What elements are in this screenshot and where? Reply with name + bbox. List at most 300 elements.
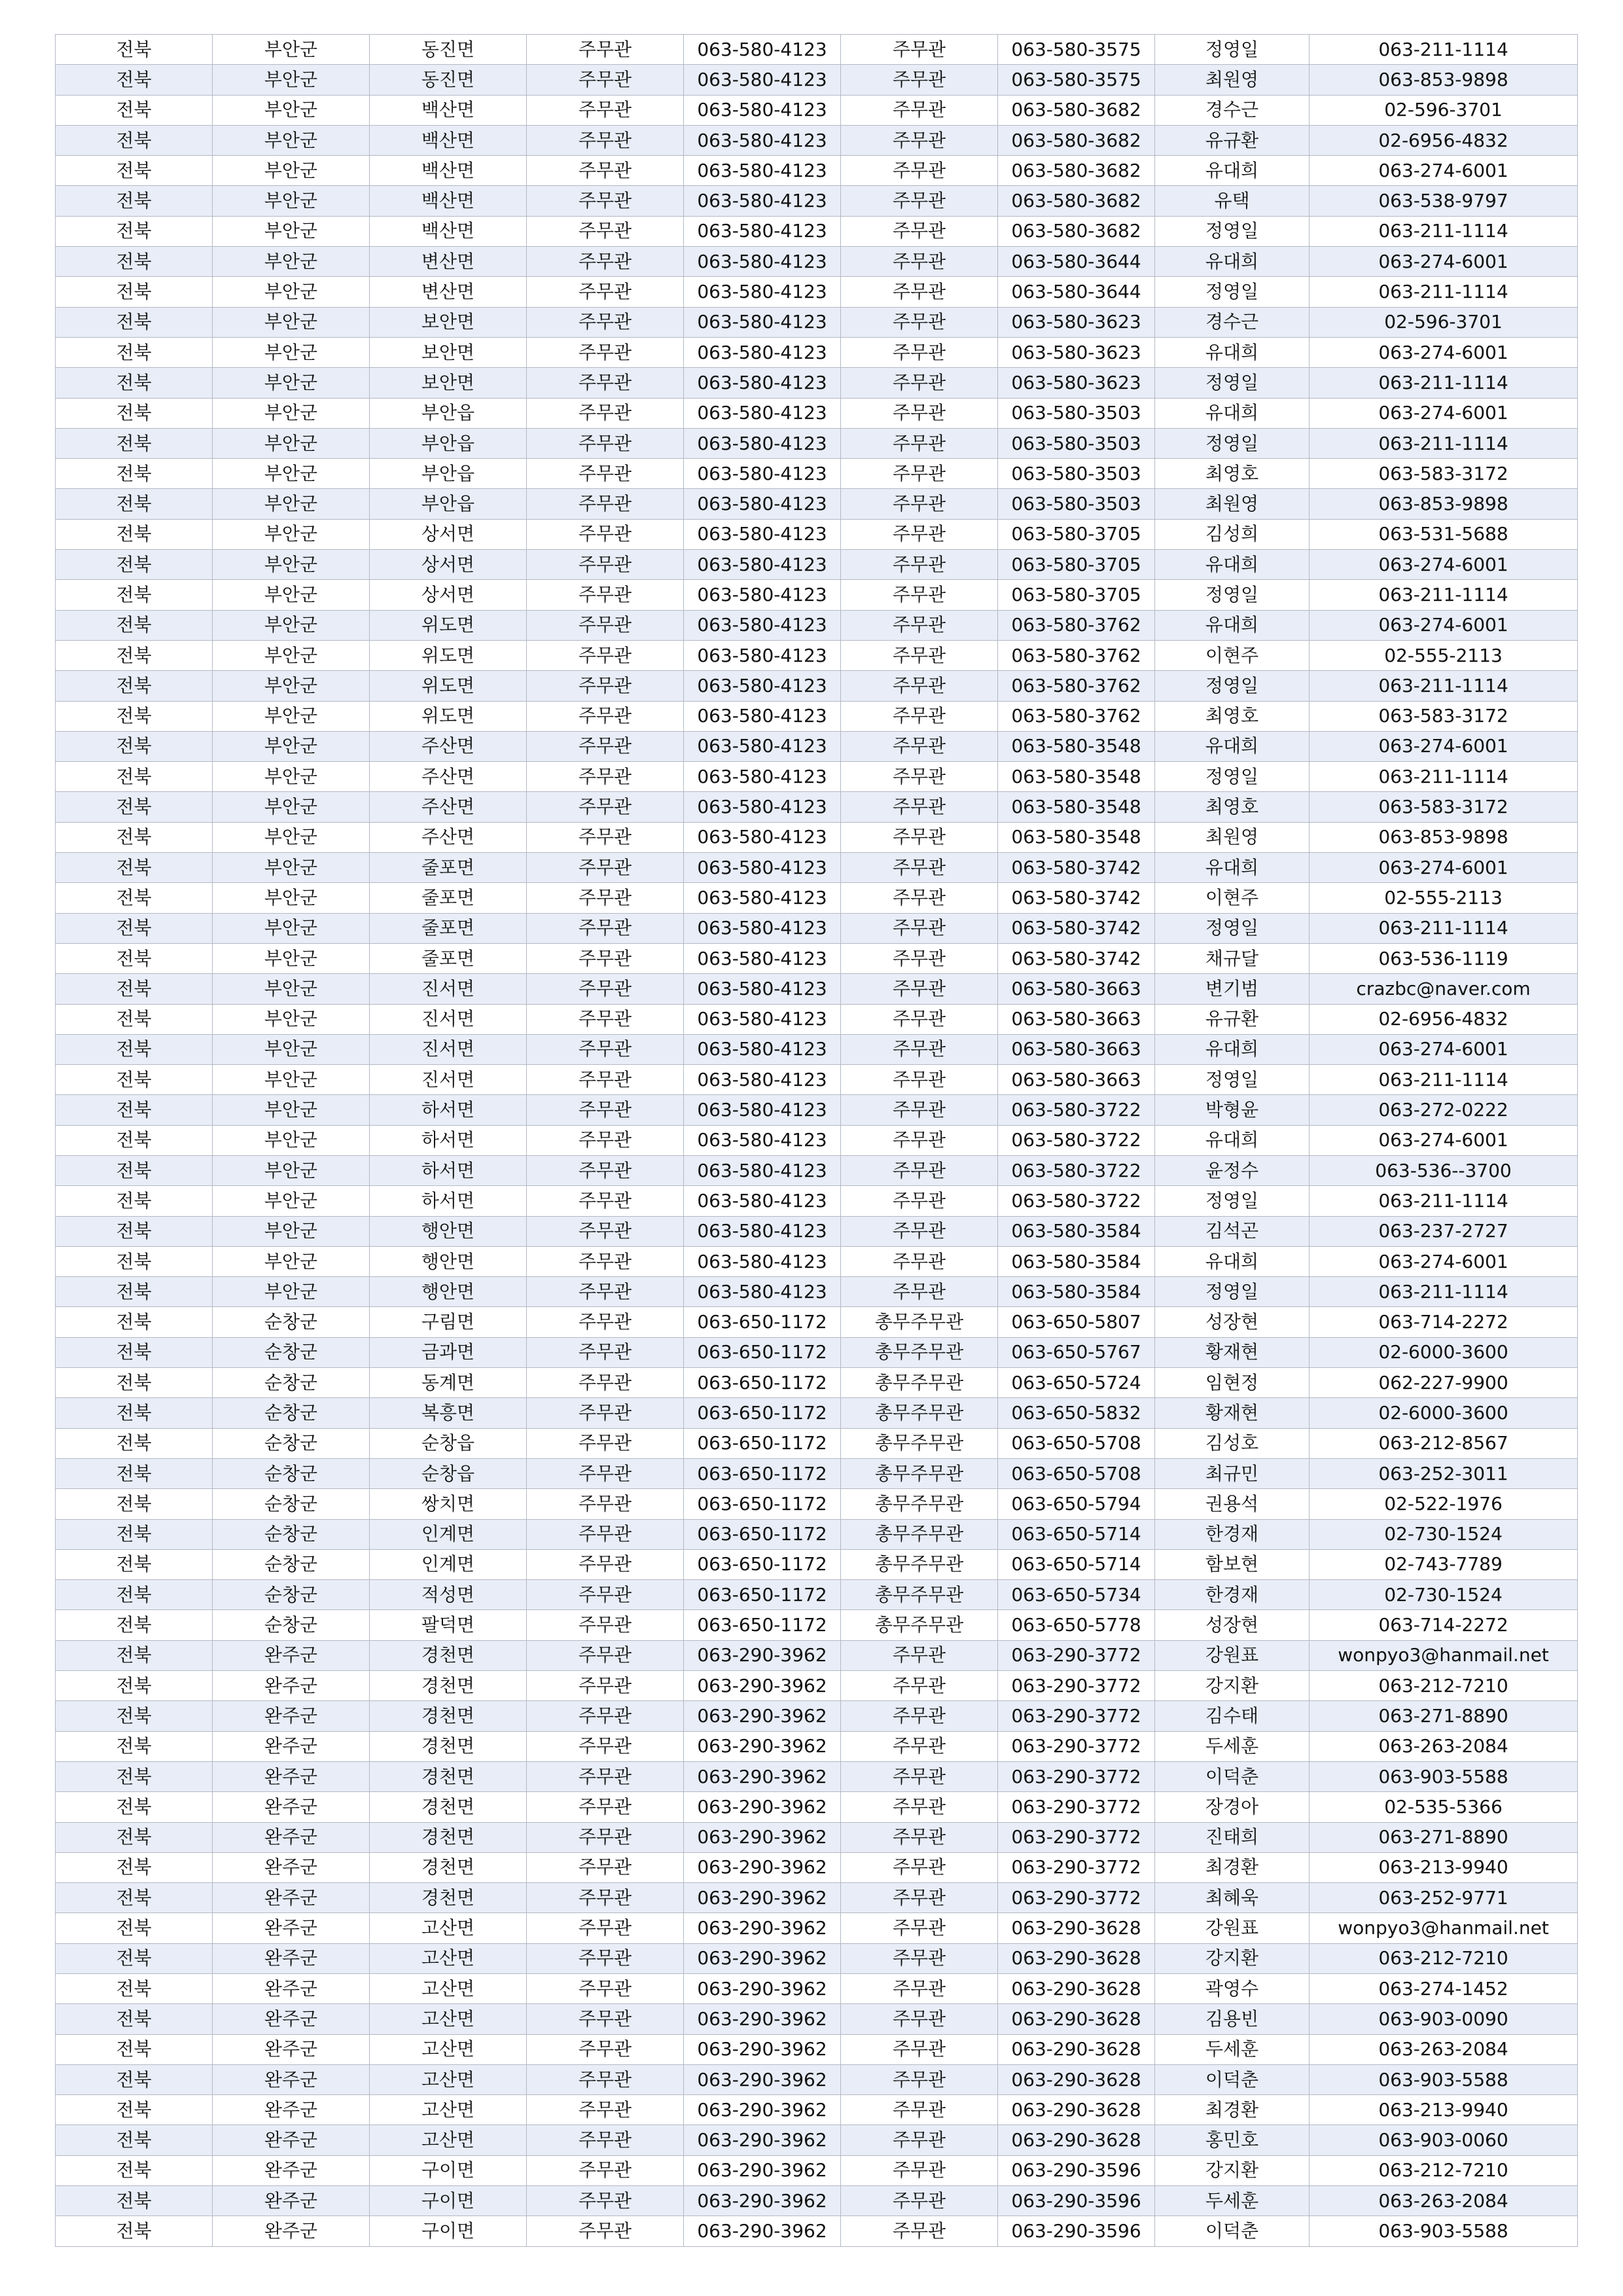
township-cell: 진서면	[370, 1065, 527, 1095]
province-cell: 전북	[56, 1822, 213, 1852]
staff-phone-cell: 063-580-3503	[998, 459, 1155, 489]
staff-phone-cell: 063-580-3503	[998, 428, 1155, 458]
table-row	[56, 943, 1578, 973]
contact-name-cell: 이덕춘	[1155, 2064, 1310, 2094]
officer-phone-cell: 063-580-4123	[684, 65, 841, 95]
contact-info-cell: 063-274-6001	[1310, 1246, 1578, 1276]
officer-phone-cell: 063-650-1172	[684, 1337, 841, 1367]
table-row	[56, 428, 1578, 458]
staff-title-cell: 주무관	[841, 853, 998, 883]
staff-phone-cell: 063-580-3575	[998, 35, 1155, 65]
contact-info-cell: 063-853-9898	[1310, 65, 1578, 95]
table-row	[56, 2125, 1578, 2155]
officer-phone-cell: 063-290-3962	[684, 1852, 841, 1882]
contact-info-cell: 063-211-1114	[1310, 1186, 1578, 1216]
officer-title-cell: 주무관	[527, 610, 684, 640]
contact-info-cell: 063-274-6001	[1310, 156, 1578, 186]
township-cell: 보안면	[370, 337, 527, 367]
staff-phone-cell: 063-580-3682	[998, 216, 1155, 246]
staff-title-cell: 주무관	[841, 2125, 998, 2155]
county-cell: 완주군	[213, 1822, 370, 1852]
staff-phone-cell: 063-580-3705	[998, 550, 1155, 580]
contact-info-cell: 063-211-1114	[1310, 580, 1578, 610]
officer-title-cell: 주무관	[527, 1398, 684, 1428]
table-row	[56, 1155, 1578, 1185]
township-cell: 고산면	[370, 2125, 527, 2155]
contact-info-cell: 063-211-1114	[1310, 428, 1578, 458]
officer-phone-cell: 063-580-4123	[684, 489, 841, 519]
officer-title-cell: 주무관	[527, 2186, 684, 2216]
contact-name-cell: 정영일	[1155, 368, 1310, 398]
contact-info-cell: 063-903-5588	[1310, 2216, 1578, 2246]
contact-info-cell: 063-274-1452	[1310, 1974, 1578, 2004]
county-cell: 부안군	[213, 247, 370, 277]
officer-phone-cell: 063-580-4123	[684, 1155, 841, 1185]
contact-table	[55, 34, 1578, 2247]
officer-title-cell: 주무관	[527, 2216, 684, 2246]
table-row	[56, 1852, 1578, 1882]
province-cell: 전북	[56, 1065, 213, 1095]
staff-phone-cell: 063-650-5767	[998, 1337, 1155, 1367]
staff-title-cell: 주무관	[841, 822, 998, 852]
contact-info-cell: 063-274-6001	[1310, 398, 1578, 428]
township-cell: 경천면	[370, 1792, 527, 1822]
contact-info-cell: 063-211-1114	[1310, 1065, 1578, 1095]
officer-phone-cell: 063-580-4123	[684, 459, 841, 489]
staff-title-cell: 주무관	[841, 519, 998, 549]
staff-title-cell: 주무관	[841, 428, 998, 458]
township-cell: 순창읍	[370, 1428, 527, 1458]
province-cell: 전북	[56, 1125, 213, 1155]
contact-name-cell: 최원영	[1155, 65, 1310, 95]
contact-info-cell: 063-903-5588	[1310, 1761, 1578, 1791]
table-row	[56, 913, 1578, 943]
table-row	[56, 792, 1578, 822]
table-row	[56, 247, 1578, 277]
county-cell: 완주군	[213, 2155, 370, 2185]
province-cell: 전북	[56, 1004, 213, 1034]
township-cell: 경천면	[370, 1761, 527, 1791]
officer-phone-cell: 063-580-4123	[684, 822, 841, 852]
table-row	[56, 883, 1578, 913]
staff-phone-cell: 063-290-3772	[998, 1822, 1155, 1852]
township-cell: 고산면	[370, 1974, 527, 2004]
county-cell: 완주군	[213, 1731, 370, 1761]
officer-phone-cell: 063-650-1172	[684, 1580, 841, 1610]
officer-phone-cell: 063-580-4123	[684, 35, 841, 65]
officer-phone-cell: 063-580-4123	[684, 247, 841, 277]
county-cell: 부안군	[213, 1095, 370, 1125]
staff-phone-cell: 063-650-5807	[998, 1307, 1155, 1337]
table-row	[56, 2004, 1578, 2034]
township-cell: 위도면	[370, 640, 527, 670]
county-cell: 완주군	[213, 2034, 370, 2064]
province-cell: 전북	[56, 913, 213, 943]
contact-name-cell: 최혜욱	[1155, 1883, 1310, 1913]
staff-phone-cell: 063-290-3628	[998, 2125, 1155, 2155]
county-cell: 부안군	[213, 913, 370, 943]
province-cell: 전북	[56, 701, 213, 731]
township-cell: 팔덕면	[370, 1610, 527, 1640]
officer-phone-cell: 063-290-3962	[684, 2095, 841, 2125]
staff-title-cell: 주무관	[841, 1701, 998, 1731]
staff-title-cell: 주무관	[841, 731, 998, 761]
county-cell: 부안군	[213, 1155, 370, 1185]
staff-phone-cell: 063-580-3503	[998, 398, 1155, 428]
staff-title-cell: 주무관	[841, 1671, 998, 1701]
township-cell: 하서면	[370, 1155, 527, 1185]
table-row	[56, 1034, 1578, 1064]
officer-title-cell: 주무관	[527, 95, 684, 125]
county-cell: 부안군	[213, 1065, 370, 1095]
township-cell: 진서면	[370, 1004, 527, 1034]
province-cell: 전북	[56, 398, 213, 428]
county-cell: 순창군	[213, 1610, 370, 1640]
table-row	[56, 459, 1578, 489]
officer-phone-cell: 063-650-1172	[684, 1307, 841, 1337]
staff-phone-cell: 063-650-5724	[998, 1368, 1155, 1398]
staff-phone-cell: 063-290-3596	[998, 2155, 1155, 2185]
contact-name-cell: 황재현	[1155, 1398, 1310, 1428]
staff-title-cell: 주무관	[841, 1792, 998, 1822]
township-cell: 적성면	[370, 1580, 527, 1610]
staff-phone-cell: 063-290-3772	[998, 1701, 1155, 1731]
province-cell: 전북	[56, 1216, 213, 1246]
officer-phone-cell: 063-580-4123	[684, 1125, 841, 1155]
province-cell: 전북	[56, 883, 213, 913]
staff-title-cell: 주무관	[841, 186, 998, 216]
province-cell: 전북	[56, 489, 213, 519]
table-row	[56, 35, 1578, 65]
officer-title-cell: 주무관	[527, 1731, 684, 1761]
officer-title-cell: 주무관	[527, 1883, 684, 1913]
contact-name-cell: 강원표	[1155, 1640, 1310, 1670]
staff-phone-cell: 063-580-3548	[998, 822, 1155, 852]
officer-title-cell: 주무관	[527, 1640, 684, 1670]
township-cell: 부안읍	[370, 428, 527, 458]
county-cell: 순창군	[213, 1458, 370, 1488]
staff-title-cell: 주무관	[841, 1004, 998, 1034]
contact-name-cell: 정영일	[1155, 671, 1310, 701]
contact-info-cell: 063-212-7210	[1310, 2155, 1578, 2185]
township-cell: 경천면	[370, 1852, 527, 1882]
contact-name-cell: 홍민호	[1155, 2125, 1310, 2155]
county-cell: 완주군	[213, 1883, 370, 1913]
contact-name-cell: 정영일	[1155, 1065, 1310, 1095]
officer-title-cell: 주무관	[527, 1974, 684, 2004]
county-cell: 부안군	[213, 489, 370, 519]
county-cell: 순창군	[213, 1489, 370, 1519]
officer-title-cell: 주무관	[527, 2004, 684, 2034]
province-cell: 전북	[56, 1761, 213, 1791]
township-cell: 고산면	[370, 2004, 527, 2034]
contact-name-cell: 최영호	[1155, 701, 1310, 731]
officer-title-cell: 주무관	[527, 1004, 684, 1034]
officer-phone-cell: 063-650-1172	[684, 1610, 841, 1640]
province-cell: 전북	[56, 247, 213, 277]
contact-name-cell: 두세훈	[1155, 2034, 1310, 2064]
county-cell: 완주군	[213, 2216, 370, 2246]
contact-name-cell: 진태희	[1155, 1822, 1310, 1852]
officer-phone-cell: 063-580-4123	[684, 610, 841, 640]
staff-phone-cell: 063-580-3762	[998, 610, 1155, 640]
province-cell: 전북	[56, 1095, 213, 1125]
officer-title-cell: 주무관	[527, 1034, 684, 1064]
contact-info-cell: 02-6956-4832	[1310, 125, 1578, 155]
township-cell: 하서면	[370, 1125, 527, 1155]
officer-title-cell: 주무관	[527, 762, 684, 792]
officer-title-cell: 주무관	[527, 1580, 684, 1610]
staff-phone-cell: 063-580-3762	[998, 701, 1155, 731]
officer-title-cell: 주무관	[527, 1095, 684, 1125]
staff-title-cell: 주무관	[841, 762, 998, 792]
township-cell: 구이면	[370, 2216, 527, 2246]
contact-info-cell: 063-538-9797	[1310, 186, 1578, 216]
contact-info-cell: 063-274-6001	[1310, 731, 1578, 761]
contact-name-cell: 최원영	[1155, 489, 1310, 519]
contact-name-cell: 유대희	[1155, 853, 1310, 883]
county-cell: 부안군	[213, 1277, 370, 1307]
province-cell: 전북	[56, 640, 213, 670]
province-cell: 전북	[56, 1974, 213, 2004]
officer-phone-cell: 063-580-4123	[684, 1095, 841, 1125]
table-row	[56, 2064, 1578, 2094]
county-cell: 완주군	[213, 1913, 370, 1943]
staff-title-cell: 주무관	[841, 95, 998, 125]
county-cell: 순창군	[213, 1428, 370, 1458]
township-cell: 경천면	[370, 1731, 527, 1761]
county-cell: 완주군	[213, 2186, 370, 2216]
staff-title-cell: 주무관	[841, 913, 998, 943]
county-cell: 부안군	[213, 822, 370, 852]
province-cell: 전북	[56, 550, 213, 580]
province-cell: 전북	[56, 974, 213, 1004]
staff-phone-cell: 063-580-3682	[998, 95, 1155, 125]
staff-title-cell: 주무관	[841, 2095, 998, 2125]
province-cell: 전북	[56, 1701, 213, 1731]
officer-phone-cell: 063-290-3962	[684, 1822, 841, 1852]
contact-name-cell: 경수근	[1155, 95, 1310, 125]
county-cell: 완주군	[213, 1761, 370, 1791]
county-cell: 부안군	[213, 610, 370, 640]
staff-phone-cell: 063-580-3644	[998, 277, 1155, 307]
township-cell: 행안면	[370, 1216, 527, 1246]
contact-info-cell: 063-252-9771	[1310, 1883, 1578, 1913]
staff-title-cell: 주무관	[841, 1095, 998, 1125]
table-body	[56, 35, 1578, 2247]
table-row	[56, 1489, 1578, 1519]
township-cell: 백산면	[370, 125, 527, 155]
table-row	[56, 974, 1578, 1004]
staff-phone-cell: 063-650-5794	[998, 1489, 1155, 1519]
contact-name-cell: 권용석	[1155, 1489, 1310, 1519]
officer-phone-cell: 063-580-4123	[684, 580, 841, 610]
township-cell: 부안읍	[370, 398, 527, 428]
contact-info-cell: 063-714-2272	[1310, 1610, 1578, 1640]
officer-title-cell: 주무관	[527, 1549, 684, 1579]
contact-name-cell: 유대희	[1155, 156, 1310, 186]
township-cell: 하서면	[370, 1186, 527, 1216]
staff-title-cell: 총무주무관	[841, 1398, 998, 1428]
township-cell: 보안면	[370, 368, 527, 398]
township-cell: 줄포면	[370, 853, 527, 883]
contact-name-cell: 정영일	[1155, 913, 1310, 943]
contact-name-cell: 정영일	[1155, 1277, 1310, 1307]
province-cell: 전북	[56, 307, 213, 337]
contact-info-cell: 063-211-1114	[1310, 671, 1578, 701]
staff-title-cell: 주무관	[841, 883, 998, 913]
officer-phone-cell: 063-650-1172	[684, 1489, 841, 1519]
township-cell: 고산면	[370, 1913, 527, 1943]
staff-title-cell: 주무관	[841, 2216, 998, 2246]
contact-info-cell: 063-263-2084	[1310, 2034, 1578, 2064]
officer-phone-cell: 063-580-4123	[684, 1216, 841, 1246]
staff-phone-cell: 063-650-5734	[998, 1580, 1155, 1610]
staff-title-cell: 주무관	[841, 337, 998, 367]
county-cell: 부안군	[213, 671, 370, 701]
staff-phone-cell: 063-650-5778	[998, 1610, 1155, 1640]
officer-phone-cell: 063-580-4123	[684, 943, 841, 973]
officer-phone-cell: 063-290-3962	[684, 1913, 841, 1943]
table-row	[56, 1428, 1578, 1458]
province-cell: 전북	[56, 762, 213, 792]
county-cell: 순창군	[213, 1398, 370, 1428]
table-row	[56, 671, 1578, 701]
county-cell: 부안군	[213, 35, 370, 65]
staff-phone-cell: 063-580-3584	[998, 1277, 1155, 1307]
staff-title-cell: 총무주무관	[841, 1610, 998, 1640]
officer-phone-cell: 063-580-4123	[684, 792, 841, 822]
officer-phone-cell: 063-290-3962	[684, 2216, 841, 2246]
province-cell: 전북	[56, 277, 213, 307]
contact-name-cell: 유대희	[1155, 731, 1310, 761]
staff-phone-cell: 063-580-3682	[998, 186, 1155, 216]
contact-name-cell: 정영일	[1155, 762, 1310, 792]
table-row	[56, 1246, 1578, 1276]
officer-phone-cell: 063-580-4123	[684, 1004, 841, 1034]
officer-title-cell: 주무관	[527, 1246, 684, 1276]
staff-title-cell: 주무관	[841, 216, 998, 246]
table-row	[56, 1792, 1578, 1822]
county-cell: 부안군	[213, 762, 370, 792]
contact-name-cell: 강지환	[1155, 1943, 1310, 1973]
officer-phone-cell: 063-580-4123	[684, 883, 841, 913]
contact-info-cell: 02-730-1524	[1310, 1580, 1578, 1610]
contact-name-cell: 유대희	[1155, 337, 1310, 367]
staff-phone-cell: 063-290-3772	[998, 1640, 1155, 1670]
contact-name-cell: 김용빈	[1155, 2004, 1310, 2034]
province-cell: 전북	[56, 822, 213, 852]
officer-title-cell: 주무관	[527, 2155, 684, 2185]
officer-phone-cell: 063-580-4123	[684, 701, 841, 731]
staff-phone-cell: 063-580-3762	[998, 640, 1155, 670]
officer-phone-cell: 063-580-4123	[684, 731, 841, 761]
province-cell: 전북	[56, 1155, 213, 1185]
staff-title-cell: 총무주무관	[841, 1337, 998, 1367]
staff-phone-cell: 063-290-3628	[998, 1943, 1155, 1973]
township-cell: 진서면	[370, 974, 527, 1004]
staff-title-cell: 주무관	[841, 580, 998, 610]
province-cell: 전북	[56, 1398, 213, 1428]
county-cell: 부안군	[213, 731, 370, 761]
officer-phone-cell: 063-290-3962	[684, 2004, 841, 2034]
staff-phone-cell: 063-290-3772	[998, 1761, 1155, 1791]
province-cell: 전북	[56, 519, 213, 549]
staff-phone-cell: 063-290-3628	[998, 1913, 1155, 1943]
county-cell: 부안군	[213, 368, 370, 398]
contact-name-cell: 최영호	[1155, 792, 1310, 822]
officer-phone-cell: 063-290-3962	[684, 1761, 841, 1791]
officer-title-cell: 주무관	[527, 1125, 684, 1155]
staff-phone-cell: 063-580-3548	[998, 762, 1155, 792]
county-cell: 완주군	[213, 1640, 370, 1670]
officer-title-cell: 주무관	[527, 943, 684, 973]
officer-title-cell: 주무관	[527, 1186, 684, 1216]
contact-info-cell: 063-271-8890	[1310, 1701, 1578, 1731]
county-cell: 부안군	[213, 550, 370, 580]
officer-title-cell: 주무관	[527, 1155, 684, 1185]
contact-name-cell: 최영호	[1155, 459, 1310, 489]
officer-title-cell: 주무관	[527, 1428, 684, 1458]
province-cell: 전북	[56, 1458, 213, 1488]
staff-phone-cell: 063-580-3705	[998, 580, 1155, 610]
contact-info-cell: 063-263-2084	[1310, 1731, 1578, 1761]
township-cell: 변산면	[370, 247, 527, 277]
province-cell: 전북	[56, 1277, 213, 1307]
officer-title-cell: 주무관	[527, 1913, 684, 1943]
county-cell: 완주군	[213, 2064, 370, 2094]
staff-title-cell: 총무주무관	[841, 1428, 998, 1458]
staff-title-cell: 주무관	[841, 307, 998, 337]
province-cell: 전북	[56, 186, 213, 216]
officer-phone-cell: 063-580-4123	[684, 1186, 841, 1216]
officer-title-cell: 주무관	[527, 1761, 684, 1791]
province-cell: 전북	[56, 1519, 213, 1549]
officer-phone-cell: 063-580-4123	[684, 913, 841, 943]
officer-title-cell: 주무관	[527, 974, 684, 1004]
contact-info-cell: 063-213-9940	[1310, 1852, 1578, 1882]
contact-name-cell: 이덕춘	[1155, 1761, 1310, 1791]
county-cell: 부안군	[213, 1034, 370, 1064]
staff-title-cell: 주무관	[841, 2004, 998, 2034]
officer-phone-cell: 063-290-3962	[684, 1731, 841, 1761]
officer-title-cell: 주무관	[527, 337, 684, 367]
officer-phone-cell: 063-290-3962	[684, 1792, 841, 1822]
officer-title-cell: 주무관	[527, 701, 684, 731]
township-cell: 경천면	[370, 1822, 527, 1852]
township-cell: 구이면	[370, 2186, 527, 2216]
table-row	[56, 1731, 1578, 1761]
township-cell: 고산면	[370, 1943, 527, 1973]
staff-title-cell: 주무관	[841, 368, 998, 398]
province-cell: 전북	[56, 671, 213, 701]
contact-name-cell: 유규환	[1155, 125, 1310, 155]
contact-name-cell: 장경아	[1155, 1792, 1310, 1822]
province-cell: 전북	[56, 125, 213, 155]
contact-name-cell: 정영일	[1155, 35, 1310, 65]
staff-title-cell: 총무주무관	[841, 1368, 998, 1398]
county-cell: 부안군	[213, 277, 370, 307]
contact-name-cell: 한경재	[1155, 1580, 1310, 1610]
table-row	[56, 398, 1578, 428]
table-row	[56, 610, 1578, 640]
officer-title-cell: 주무관	[527, 550, 684, 580]
contact-name-cell: 이현주	[1155, 883, 1310, 913]
contact-info-cell: 063-237-2727	[1310, 1216, 1578, 1246]
staff-phone-cell: 063-290-3628	[998, 2064, 1155, 2094]
contact-info-cell: 02-535-5366	[1310, 1792, 1578, 1822]
province-cell: 전북	[56, 156, 213, 186]
